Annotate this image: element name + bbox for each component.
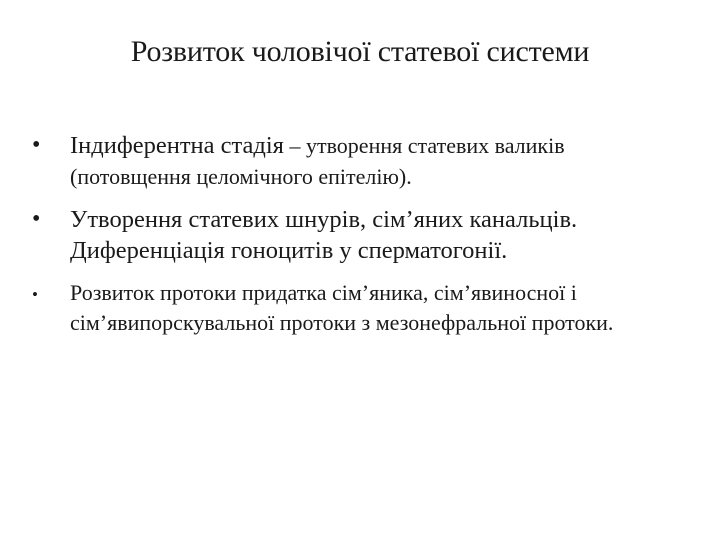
bullet-text: Утворення статевих шнурів, сім’яних канальців. Диференціація гоноцитів у сперматогонії. — [70, 206, 578, 264]
bullet-lead-text: Індиферентна стадія — [70, 132, 284, 159]
bullet-rest-text: – утворення статевих валиків (потовщення целомічного епітелію). — [70, 133, 565, 189]
bullet-item-indifferent-stage — [30, 130, 690, 192]
bullet-item-ducts — [30, 278, 690, 338]
bullet-item-sex-cords — [30, 204, 690, 266]
slide-title: Розвиток чоловічої статевої системи — [130, 35, 590, 68]
bullet-marker: • — [32, 132, 41, 158]
bullet-marker: • — [32, 206, 41, 232]
bullet-text: Розвиток протоки придатка сім’яника, сім’явиносної і сім’явипорскувальної протоки з мезонефральної протоки. — [70, 280, 614, 335]
bullet-marker: • — [32, 285, 38, 304]
bullet-list — [30, 130, 690, 350]
